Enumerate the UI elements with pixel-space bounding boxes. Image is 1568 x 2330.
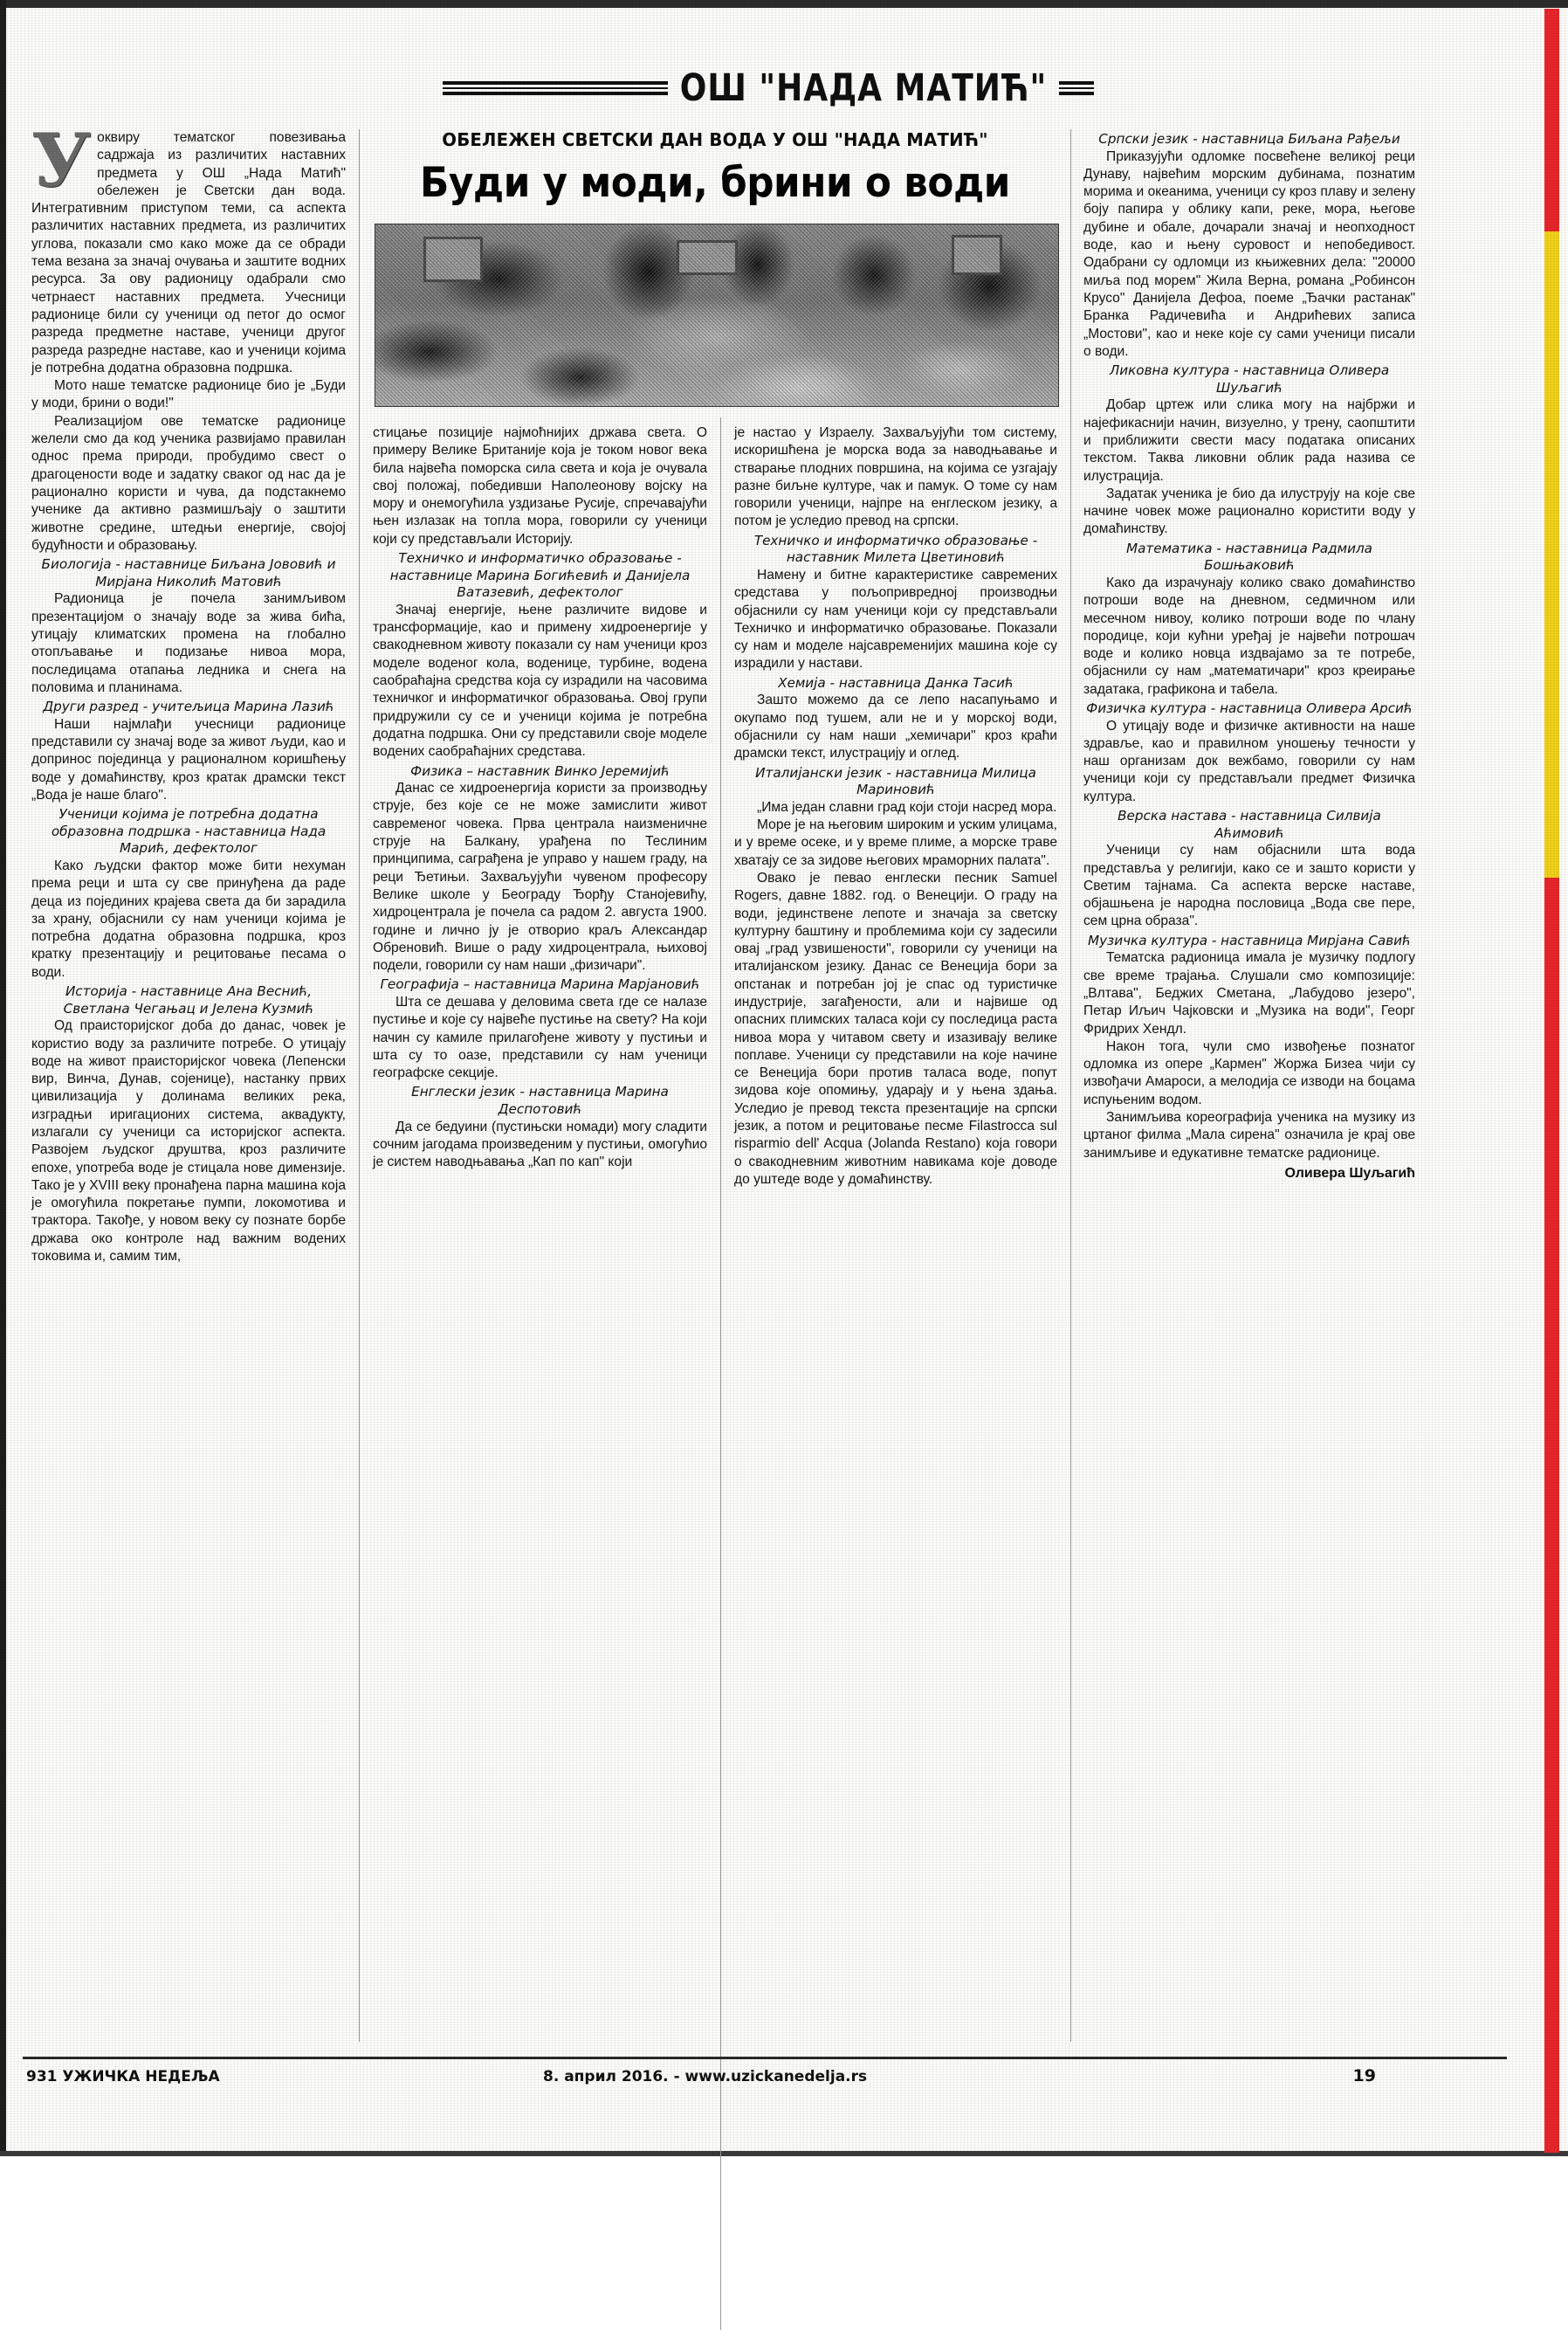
subject-heading: Техничко и информатичко образовање - наставник Милета Цветиновић: [753, 532, 1038, 566]
body-paragraph: Овако је певао енглески песник Samuel Rogers, давне 1882. год. о Венецији. О граду на води, јединствене лепоте и значаја за светску културну баштину и проблемима који су задесили овај „град узвишености", говорили су ученици на италијанском језику. Данас се Венеција бори за опстанак и потребан јој је спас од туристичке индустрије, загађености, али и највише од опасних плимских таласа који су последица раста нивоа мора у читавом свету и изазивају велике поплаве. Ученици су представили на које начине се Венеција бори против таласа воде, попут зидова које опомињу, ударају и у њена здања. Уследио је превод текста презентације на српски језик, а потом и рецитовање песме Filastrocca sul risparmio dell' Acqua (Jolanda Restano) која говори о свакодневним животним навикама које доводе до уштеде воде у домаћинству.: [734, 870, 1057, 1187]
body-paragraph: „Има један славни град који стоји насред мора.: [757, 799, 1057, 815]
lead-paragraph-text: оквиру тематског повезивања садржаја из различитих наставних предмета у ОШ „Нада Матић" обележен је Светски дан вода. Интегративним приступом теми, са аспекта различитих наставних предмета, из различитих углова, показали смо како може да се обради тема везана за значај очувања и заштите водних ресурса. За ову радионицу одабрали смо четрнаест наставних предмета. Учесници радионице били су ученици од петог до осмог разреда предметне наставе, ученици другог разреда разредне наставе, као и ученици којима је потребна додатна образовна подршка.: [31, 130, 346, 376]
body-paragraph: је настао у Израелу. Захваљујући том систему, искоришћена је морска вода за наводњавање и стварање плодних површина, на којима се узгајају разне биљне културе, чак и памук. О томе су нам говорили ученици, најпре на енглеском језику, а потом је уследио превод на српски.: [734, 425, 1057, 529]
article-photo: [375, 224, 1059, 407]
color-bar-red-top: [1544, 9, 1559, 231]
masthead-title: ОШ "НАДА МАТИЋ": [679, 66, 1048, 110]
scan-edge-top: [0, 0, 1568, 8]
subject-heading: Италијански језик - наставница Милица Мариновић: [755, 764, 1036, 798]
subject-heading: Техничко и информатичко образовање - наставнице Марина Богићевић и Данијела Ватазевић, дефектолог: [389, 550, 691, 601]
body-paragraph: стицање позиције најмоћнијих држава света. О примеру Велике Британије која је током новог века била највећа поморска сила света и која је очувала свој положај, победивши Наполеонову војску на мору и онемогућила уздизање Русије, спречавајући њен излазак на топла мора, говорили су ученици који су представљали Историју.: [373, 425, 707, 547]
photo-halftone-texture: [375, 224, 1058, 406]
body-paragraph: Како да израчунају колико свако домаћинство потроши воде на дневном, седмичном или месечном нивоу, колико потроши воде по члану породице, који кућни уређај је највећи потрошач воде и колико новца издвајамо за те потребе, објаснили су нам „математичари" кроз креирање задатака, графикона и табела.: [1083, 575, 1415, 697]
article-headline: Буди у моди, брини о води: [420, 159, 1010, 207]
column-divider-2: [720, 417, 721, 2330]
text-column-2: [373, 424, 707, 1172]
subject-heading: Верска настава - наставница Силвија Аћимовић: [1118, 808, 1381, 841]
body-paragraph: Наши најмлађи учесници радионице представили су значај воде за живот људи, као и допринос појединца у рационалном коришћењу воде у домаћинству, кроз кратак драмски текст „Вода је наше благо".: [31, 716, 346, 803]
subject-heading: Музичка култура - наставница Мирјана Савић: [1088, 932, 1411, 948]
lead-paragraph: [31, 117, 346, 377]
article-body: [31, 117, 1507, 2042]
subject-heading: Енглески језик - наставница Марина Деспотовић: [411, 1084, 669, 1118]
body-paragraph: Тематска радионица имала је музичку подлогу све време трајања. Слушали смо композиције: „Влтава", Беджих Сметана, „Лабудово језеро", Петар Иљич Чајковски и „Музика на води", Георг Фридрих Хендл.: [1083, 950, 1415, 1037]
subject-heading: Географија – наставница Марина Марјановић: [380, 976, 700, 993]
masthead-rule-right: [1059, 81, 1094, 95]
body-paragraph: Данас се хидроенергија користи за производњу струје, без које се не може замислити живот савременог човека. Прва централа наизменичне струје на Балкану, урађена по Теслиним принципима, саграђена је управо у нашем граду, на реци Ђетињи. Захваљујући чувеном професору Велике школе у Београду Ђорђу Станојевићу, хидроцентрала је почела са радом 2. августа 1900. године и лично ју је отворио краљ Александар Обреновић. Више о раду хидроцентрала, њиховој подели, говорили су нам наши „физичари".: [373, 781, 707, 974]
body-paragraph: Да се бедуини (пустињски номади) могу сладити сочним јагодама произведеним у пустињи, омогућио је систем наводњавања „Кап по кап" који: [373, 1119, 707, 1170]
subject-heading: Математика - наставница Радмила Бошњаковић: [1126, 540, 1372, 574]
masthead-rule-left: [443, 81, 668, 95]
body-paragraph: Занимљива кореографија ученика на музику из цртаног филма „Мала сирена" означила је крај ове занимљиве и едукативне тематске радионице.: [1083, 1110, 1415, 1161]
subject-heading: Други разред - учитељица Марина Лазић: [43, 699, 334, 715]
body-paragraph: Радионица је почела занимљивом презентацијом о значају воде за жива бића, утицају климатских промена на глобално отопљавање и подизање нивоа мора, последицама отапања ледника и снега на половима и планинама.: [31, 591, 346, 695]
page-footer: [23, 2065, 1507, 2094]
subject-heading: Ликовна култура - наставница Оливера Шуљагић: [1109, 362, 1390, 396]
subject-heading: Физичка култура - наставница Оливера Арсић: [1086, 700, 1413, 716]
body-paragraph: Након тога, чули смо извођење познатог одломка из опере „Кармен" Жоржа Бизеа чији су извођачи Амароси, а мелодија се изводи на боцама испуњеним водом.: [1083, 1038, 1415, 1107]
footer-rule: [23, 2057, 1507, 2059]
scan-edge-left: [0, 0, 6, 2156]
text-column-4: [1083, 129, 1415, 1182]
scan-edge-bottom: [0, 2151, 1568, 2156]
text-column-1: [31, 117, 346, 1265]
color-bar-yellow: [1544, 231, 1559, 878]
drop-cap: У: [31, 117, 92, 203]
article-byline: Оливера Шуљагић: [1284, 1165, 1415, 1181]
body-paragraph: Од праисторијског доба до данас, човек је користио воду за различите потребе. О утицају воде на живот праисторијског човека (Лепенски вир, Винча, Дунав, сојенице), настанку првих цивилизација у долинама великих река, изградњи иригационих система, аквадукту, излагали су ученици са историјског аспекта. Развојем људског друштва, кроз различите епохе, употреба воде је стицала нове димензије. Тако је у XVIII веку пронађена парна машина која је омогућила покретање пумпи, локомотива и трактора. Такође, у новом веку су познате борбе држава око контроле над важним водених токовима и, самим тим,: [31, 1018, 346, 1265]
body-paragraph: Море је на његовим широким и уским улицама, и у време осеке, и у време плиме, а морске траве хватају се за зидове његових мраморних палата".: [734, 817, 1057, 868]
body-paragraph: Реализацијом ове тематске радионице желели смо да код ученика развијамо правилан однос према природи, пробудимо свест о драгоцености воде и задатку сваког од нас да је рационално користи и чува, да подстакнемо ученике да активно размишљају о заштити животне средине, штедњи енергије, својој будућности и образовању.: [31, 413, 346, 553]
subject-heading: Српски језик - наставница Биљана Рађељи: [1098, 131, 1400, 147]
article-kicker: ОБЕЛЕЖЕН СВЕТСКИ ДАН ВОДА У ОШ "НАДА МАТИЋ": [442, 129, 988, 150]
footer-publication: 931 УЖИЧКА НЕДЕЉА: [26, 2068, 220, 2085]
body-paragraph: Задатак ученика је био да илуструју на које све начине човек може рационално користити воду у домаћинству.: [1083, 486, 1415, 537]
body-paragraph: Приказујући одломке посвећене великој реци Дунаву, највећим морским дубинама, познатим морима и океанима, ученици су кроз плаву и зелену боју папира у облику капи, реке, мора, његове дубине и обале, дочарали значај и неопходност воде, као и њену суровост и непобедивост. Одабрани су одломци из књижевних дела: "20000 миља под морем" Жила Верна, романа „Робинсон Крусо" Данијела Дефоа, поеме „Ђачки растанак" Бранка Радичевића и Андрићевих записа „Мостови", као и неке које су сами ученици писали о води.: [1083, 148, 1415, 359]
footer-page-number: 19: [1352, 2066, 1376, 2085]
subject-heading: Физика – наставник Винко Јеремијић: [410, 762, 670, 779]
body-paragraph: О утицају воде и физичке активности на наше здравље, као и правилном уношењу течности у наш организам док вежбамо, говорили су нам ученици који су представљали предмет Физичка култура.: [1083, 718, 1415, 804]
color-bar-red-bottom: [1544, 878, 1559, 2153]
subject-heading: Хемија - наставница Данка Тасић: [778, 674, 1014, 691]
body-paragraph: Шта се дешава у деловима света где се налазе пустиње и које су највеће пустиње на свету? На који начин су камиле прилагођене животу у пустињи и шта су то оазе, представили су нам ученици географске секције.: [373, 994, 707, 1081]
subject-heading: Историја - наставнице Ана Веснић, Светлана Чегањац и Јелена Кузмић: [63, 983, 314, 1017]
body-paragraph: Мото наше тематске радионице био је „Буди у моди, брини о води!": [31, 378, 346, 411]
column-divider-1: [359, 129, 360, 2042]
body-paragraph: Значај енергије, њене различите видове и трансформације, као и примену хидроенергије у свакодневном животу показали су нам ученици кроз моделе воденог кола, воденице, турбине, водена саобраћајна средства која су израдили на часовима техничког и информатичког образовања. Овој групи придружили су се и ученици којима је потребна додатна подршка. Они су представили своје моделе водених саобраћајних средстава.: [373, 602, 707, 760]
body-paragraph: Намену и битне карактеристике савремених средстава у пољопривредној производњи објаснили су нам ученици који су представљали Техничко и информатичко образовање. Показали су нам и моделе најсавременијих машина које су израдили у настави.: [734, 567, 1057, 672]
masthead: [35, 68, 1502, 108]
text-column-3: [734, 424, 1057, 1189]
body-paragraph: Ученици су нам објаснили шта вода представља у религији, како се и зашто користи у Светим тајнама. Са аспекта верске наставе, објашњена је народна пословица „Вода све пере, сем црна образа".: [1083, 843, 1415, 929]
body-paragraph: Како људски фактор може бити нехуман према реци и шта су све принуђена да раде деца из појединих крајева света да би зарадила за храну, објаснили су нам ученици којима је потребна додатна образовна подршка, кроз кратку презентацију и рецитовање песама о води.: [31, 858, 346, 980]
color-registration-bar: [1544, 9, 1559, 2153]
subject-heading: Ученици којима је потребна додатна образовна подршка - наставница Нада Марић, дефектолог: [51, 806, 327, 857]
body-paragraph: Зашто можемо да се лепо насапуњамо и окупамо под тушем, али не и у морској води, објаснили су нам наши „хемичари" кроз краћи драмски текст, илустрацију и оглед.: [734, 693, 1057, 762]
footer-date-url: 8. април 2016. - www.uzickanedelja.rs: [543, 2068, 868, 2085]
body-paragraph: Добар цртеж или слика могу на најбржи и најефикаснији начин, визуелно, у трену, саопштити и приближити свести масу података описаних текстом. Таква ликовни облик рада назива се илустрација.: [1083, 397, 1415, 484]
column-divider-3: [1070, 129, 1071, 2042]
subject-heading: Биологија - наставнице Биљана Јововић и Мирјана Николић Матовић: [41, 556, 336, 589]
